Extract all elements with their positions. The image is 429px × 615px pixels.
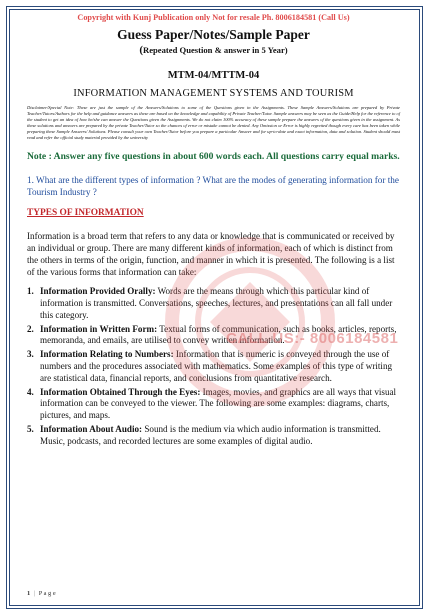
list-item-body bbox=[40, 286, 400, 321]
list-item-number: 2. bbox=[27, 323, 34, 334]
list-item bbox=[27, 387, 400, 422]
list-item-text: Words are the means through which this particular kind of information is transmitted. Conversations, speeches, lectures, and presentations can all fall under this category. bbox=[40, 286, 393, 320]
list-item-body bbox=[40, 424, 400, 448]
question-text: 1. What are the different types of information ? What are the modes of generating information for the Tourism Industry ? bbox=[27, 174, 399, 198]
types-list bbox=[27, 286, 400, 448]
intro-paragraph: Information is a broad term that refers to any data or knowledge that is communicated or received by an individual or group. There are many different kinds of information, each of which is distinct from the others in terms of the origin, function, and manner in which it is presented. The following is a list of the various forms that information can take: bbox=[27, 230, 395, 277]
list-item-body bbox=[40, 324, 400, 348]
course-name: INFORMATION MANAGEMENT SYSTEMS AND TOURISM bbox=[73, 88, 354, 99]
copyright-line: Copyright with Kunj Publication only Not for resale Ph. 8006184581 (Call Us) bbox=[77, 13, 350, 22]
footer-page-number: 1 bbox=[27, 590, 31, 597]
footer-page-label: P a g e bbox=[38, 590, 56, 597]
list-item-term: Information Provided Orally: bbox=[40, 286, 156, 297]
list-item-body bbox=[40, 387, 400, 422]
disclaimer-text: Disclaimer/Special Note: These are just the sample of the Answers/Solutions to some of the Questions given in the Assignments. These Sample Answers/Solutions are prepared by Private Teacher/Tutors/Authors for the help and guidance answers as these are based on the knowledge and capability of Private Teacher/Tutor. Sample answers may be seen as the Guide/Help for the reference to of the student to get an idea of how he/she can answer the Questions given the Assignments. We do not claim 100% accuracy of these sample prepare the answers of the questions given in the assignment. As these solutions and answers are prepared by the private Teacher/Tutor so the chances of error or mistake cannot be denied. Any Omission or Error is highly regretted though every care has been taken while preparing these Sample Answers/ Solutions. Please consult your own Teacher/Tutor before you prepare a particular Answer and for up-to-date and exact information, data and solution. Student should must read and refer the official study material provided by the university bbox=[27, 105, 400, 141]
list-item-number: 5. bbox=[27, 424, 34, 434]
list-item-term: Information Obtained Through the Eyes: bbox=[40, 386, 201, 397]
document-page bbox=[6, 6, 423, 609]
list-item-text: Textual forms of communication, such as books, articles, reports, memoranda, and emails, are utilised to convey written information. bbox=[40, 323, 397, 346]
section-heading: TYPES OF INFORMATION bbox=[27, 207, 144, 218]
course-code: MTM-04/MTTM-04 bbox=[167, 70, 260, 81]
subtitle-close-paren: ) bbox=[284, 45, 288, 55]
note-text: Note : Answer any five questions in about 600 words each. All questions carry equal marks. bbox=[27, 151, 400, 163]
list-item-number: 4. bbox=[27, 386, 34, 397]
list-item-number: 3. bbox=[27, 349, 34, 360]
list-item bbox=[27, 324, 400, 348]
list-item bbox=[27, 286, 400, 321]
page-subtitle bbox=[27, 44, 400, 56]
list-item-term: Information About Audio: bbox=[40, 424, 143, 434]
watermark-call-text: CALL US:- 8006184581 bbox=[226, 330, 399, 347]
footer-separator: | bbox=[33, 590, 36, 597]
subtitle-open-paren: ( bbox=[139, 44, 143, 56]
list-item-term: Information Relating to Numbers: bbox=[40, 349, 174, 360]
list-item-text: Images, movies, and graphics are all ways that visual information can be conveyed to the viewer. The following are some examples: diagrams, charts, pictures, and maps. bbox=[40, 386, 397, 421]
list-item-text: Information that is numeric is conveyed through the use of numbers and the procedures associated with mathematics. Some examples of this type of writing are statistical data, financial reports, and conclusions from quantitative research. bbox=[40, 349, 393, 383]
list-item-number: 1. bbox=[27, 286, 34, 297]
list-item-body bbox=[40, 349, 400, 384]
list-item bbox=[27, 349, 400, 384]
page-footer bbox=[27, 590, 56, 597]
list-item-term: Information in Written Form: bbox=[40, 323, 158, 334]
list-item bbox=[27, 424, 400, 448]
list-item-text: Sound is the medium via which audio information is transmitted. Music, podcasts, and recorded lectures are some examples of digital audio. bbox=[40, 424, 381, 446]
subtitle-text: Repeated Question & answer in 5 Year bbox=[143, 45, 285, 55]
page-title: Guess Paper/Notes/Sample Paper bbox=[117, 27, 310, 42]
